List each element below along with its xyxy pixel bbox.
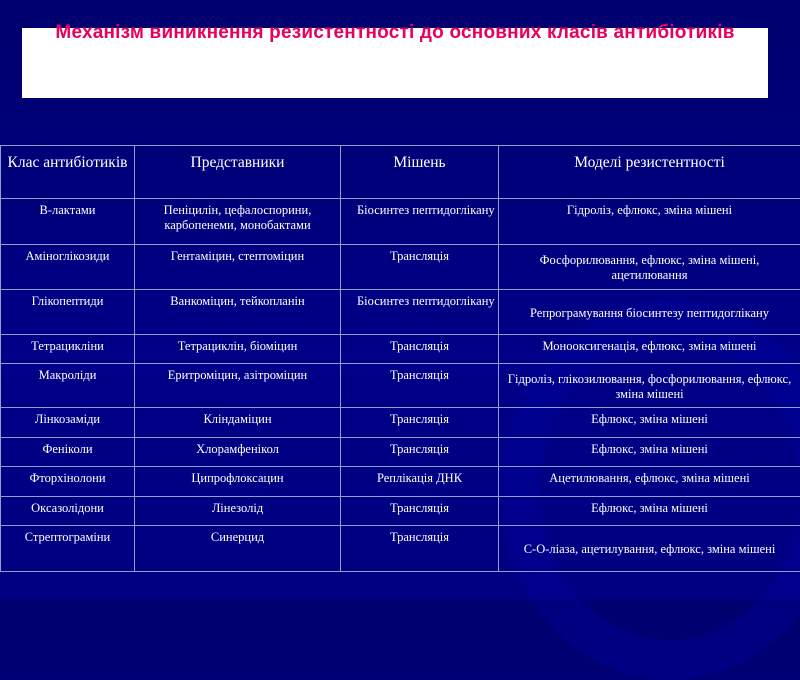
cell-resistance: Ефлюкс, зміна мішені <box>499 408 800 438</box>
header-class: Клас антибіотиків <box>1 146 135 199</box>
table-row <box>1 497 800 526</box>
page-title: Механізм виникнення резистентності до основних класів антибіотиків <box>22 23 768 43</box>
cell-resistance: Монооксигенація, ефлюкс, зміна мішені <box>499 335 800 364</box>
cell-target: Трансляція <box>341 335 499 364</box>
cell-target: Трансляція <box>341 526 499 572</box>
cell-resistance: Ефлюкс, зміна мішені <box>499 497 800 526</box>
table-row <box>1 438 800 467</box>
cell-representatives: Ванкоміцин, тейкопланін <box>135 290 341 335</box>
cell-class: Фторхінолони <box>1 467 135 497</box>
cell-class: Стрептограміни <box>1 526 135 572</box>
cell-target: Трансляція <box>341 408 499 438</box>
cell-representatives: Ципрофлоксацин <box>135 467 341 497</box>
cell-class: Феніколи <box>1 438 135 467</box>
cell-target: Трансляція <box>341 497 499 526</box>
cell-representatives: Синерцид <box>135 526 341 572</box>
cell-class: Тетрацикліни <box>1 335 135 364</box>
cell-target: Реплікація ДНК <box>341 467 499 497</box>
cell-resistance: Репрограмування біосинтезу пептидоглікану <box>499 290 800 335</box>
cell-target: Біосинтез пептидоглікану <box>341 199 499 245</box>
header-resistance-models: Моделі резистентності <box>499 146 800 199</box>
cell-target: Біосинтез пептидоглікану <box>341 290 499 335</box>
cell-representatives: Тетрациклін, біоміцин <box>135 335 341 364</box>
table-header-row <box>1 146 800 199</box>
cell-class: Оксазолідони <box>1 497 135 526</box>
cell-resistance: Гідроліз, глікозилювання, фосфорилювання, ефлюкс, зміна мішені <box>499 364 800 408</box>
table-row <box>1 199 800 245</box>
cell-resistance: Ефлюкс, зміна мішені <box>499 438 800 467</box>
cell-resistance: Гідроліз, ефлюкс, зміна мішені <box>499 199 800 245</box>
table-row <box>1 364 800 408</box>
cell-class: Аміноглікозиди <box>1 245 135 290</box>
cell-class: Глікопептиди <box>1 290 135 335</box>
table-row <box>1 467 800 497</box>
cell-representatives: Пеніцилін, цефалоспорини, карбопенеми, монобактами <box>135 199 341 245</box>
table-row <box>1 408 800 438</box>
cell-target: Трансляція <box>341 438 499 467</box>
table-row <box>1 335 800 364</box>
cell-class: Лінкозаміди <box>1 408 135 438</box>
table-row <box>1 526 800 572</box>
resistance-table <box>0 145 800 572</box>
header-representatives: Представники <box>135 146 341 199</box>
cell-target: Трансляція <box>341 245 499 290</box>
table-row <box>1 245 800 290</box>
cell-class: В-лактами <box>1 199 135 245</box>
cell-target: Трансляція <box>341 364 499 408</box>
cell-resistance: С-О-ліаза, ацетилування, ефлюкс, зміна мішені <box>499 526 800 572</box>
cell-representatives: Хлорамфенікол <box>135 438 341 467</box>
header-target: Мішень <box>341 146 499 199</box>
title-box <box>22 28 768 98</box>
cell-representatives: Кліндаміцин <box>135 408 341 438</box>
cell-representatives: Еритроміцин, азітроміцин <box>135 364 341 408</box>
cell-representatives: Гентаміцин, стептоміцин <box>135 245 341 290</box>
cell-class: Макроліди <box>1 364 135 408</box>
cell-resistance: Ацетилювання, ефлюкс, зміна мішені <box>499 467 800 497</box>
cell-representatives: Лінезолід <box>135 497 341 526</box>
table-row <box>1 290 800 335</box>
cell-resistance: Фосфорилювання, ефлюкс, зміна мішені, ацетилювання <box>499 245 800 290</box>
